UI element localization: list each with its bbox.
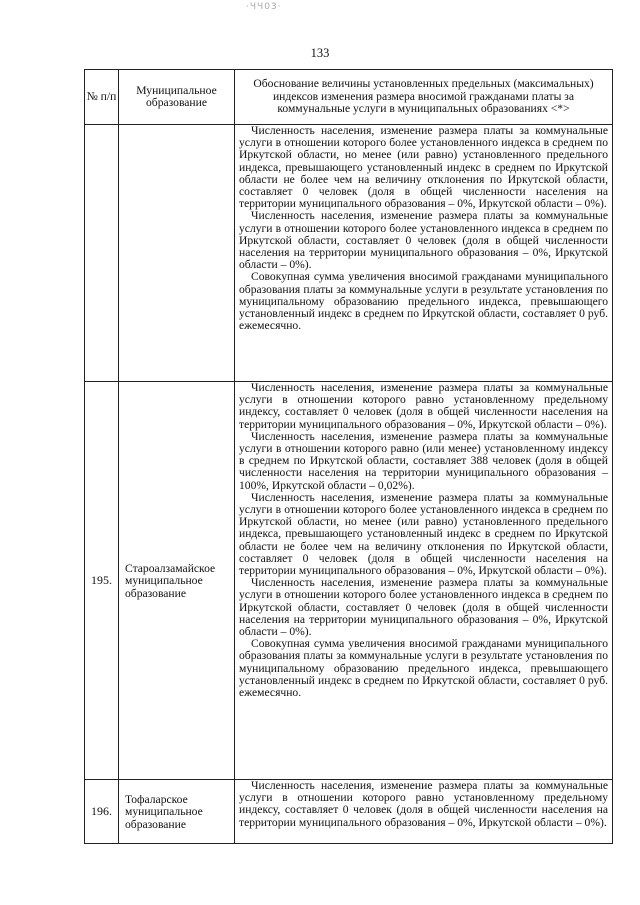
justification-cell (235, 780, 613, 844)
justification-paragraph: Совокупная сумма увеличения вносимой гражданами муниципального образования платы за коммунальные услуги в результате установления по муниципальному образованию предельного индекса, превышающего установленный индекс в среднем по Иркутской области, составляет 0 руб. ежемесячно. (239, 270, 608, 333)
archive-stamp: ·ЧЧ03· (246, 2, 282, 12)
row-number: 196. (85, 780, 119, 844)
row-number: 195. (85, 382, 119, 780)
justification-paragraph: Численность населения, изменение размера платы за коммунальные услуги в отношении которого более установленного индекса в среднем по Иркутской области, но менее (или равно) установленного предельного индекса, превышающего установленный индекс в среднем по Иркутской области не более чем на величину отклонения по Иркутской области, составляет 0 человек (доля в общей численности населения на территории муниципального образования – 0%, Иркутской области – 0%). (239, 124, 608, 211)
header-number: № п/п (85, 70, 119, 125)
justification-paragraph: Численность населения, изменение размера платы за коммунальные услуги в отношении которого более установленного индекса в среднем по Иркутской области, составляет 0 человек (доля в общей численности населения на территории муниципального образования – 0%, Иркутской области – 0%). (239, 209, 608, 272)
table-header-row (85, 70, 613, 125)
header-municipality: Муниципальное образование (119, 70, 235, 125)
justification-paragraph: Численность населения, изменение размера платы за коммунальные услуги в отношении которого более установленного индекса в среднем по Иркутской области, но менее (или равно) установленного предельного индекса, превышающего установленный индекс в среднем по Иркутской области не более чем на величину отклонения по Иркутской области, составляет 0 человек (доля в общей численности населения на территории муниципального образования – 0%, Иркутской области – 0%). (239, 490, 608, 578)
page-number: 133 (310, 46, 330, 60)
justification-paragraph: Численность населения, изменение размера платы за коммунальные услуги в отношении которого равно установленному предельному индексу, составляет 0 человек (доля в общей численности населения на территории муниципального образования – 0%, Иркутской области – 0%). (239, 381, 608, 431)
justification-cell (235, 382, 613, 780)
justification-paragraph: Численность населения, изменение размера платы за коммунальные услуги в отношении которого более установленного индекса в среднем по Иркутской области, составляет 0 человек (доля в общей численности населения на территории муниципального образования – 0%, Иркутской области – 0%). (239, 576, 608, 639)
municipality-name: Тофаларское муниципальное образование (119, 780, 235, 844)
justification-paragraph: Совокупная сумма увеличения вносимой гражданами муниципального образования платы за коммунальные услуги в результате установления по муниципальному образованию предельного индекса, превышающего установленный индекс в среднем по Иркутской области, составляет 0 руб. ежемесячно. (239, 637, 608, 700)
header-justification: Обоснование величины установленных предельных (максимальных) индексов изменения размера вносимой гражданами платы за коммунальные услуги в муниципальных образованиях <*> (235, 70, 613, 125)
justification-cell (235, 125, 613, 382)
justification-paragraph: Численность населения, изменение размера платы за коммунальные услуги в отношении которого равно установленному предельному индексу, составляет 0 человек (доля в общей численности населения на территории муниципального образования – 0%, Иркутской области – 0%). (239, 779, 608, 829)
table-row (85, 382, 613, 780)
index-justification-table (84, 69, 613, 844)
justification-paragraph: Численность населения, изменение размера платы за коммунальные услуги в отношении которого равно (или менее) установленному индексу в среднем по Иркутской области, составляет 388 человек (доля в общей численности населения на территории муниципального образования – 100%, Иркутской области – 0,02%). (239, 429, 608, 492)
municipality-name: Староалзамайское муниципальное образование (119, 382, 235, 780)
municipality-name (119, 125, 235, 382)
table-row (85, 125, 613, 382)
row-number (85, 125, 119, 382)
table-row (85, 780, 613, 844)
